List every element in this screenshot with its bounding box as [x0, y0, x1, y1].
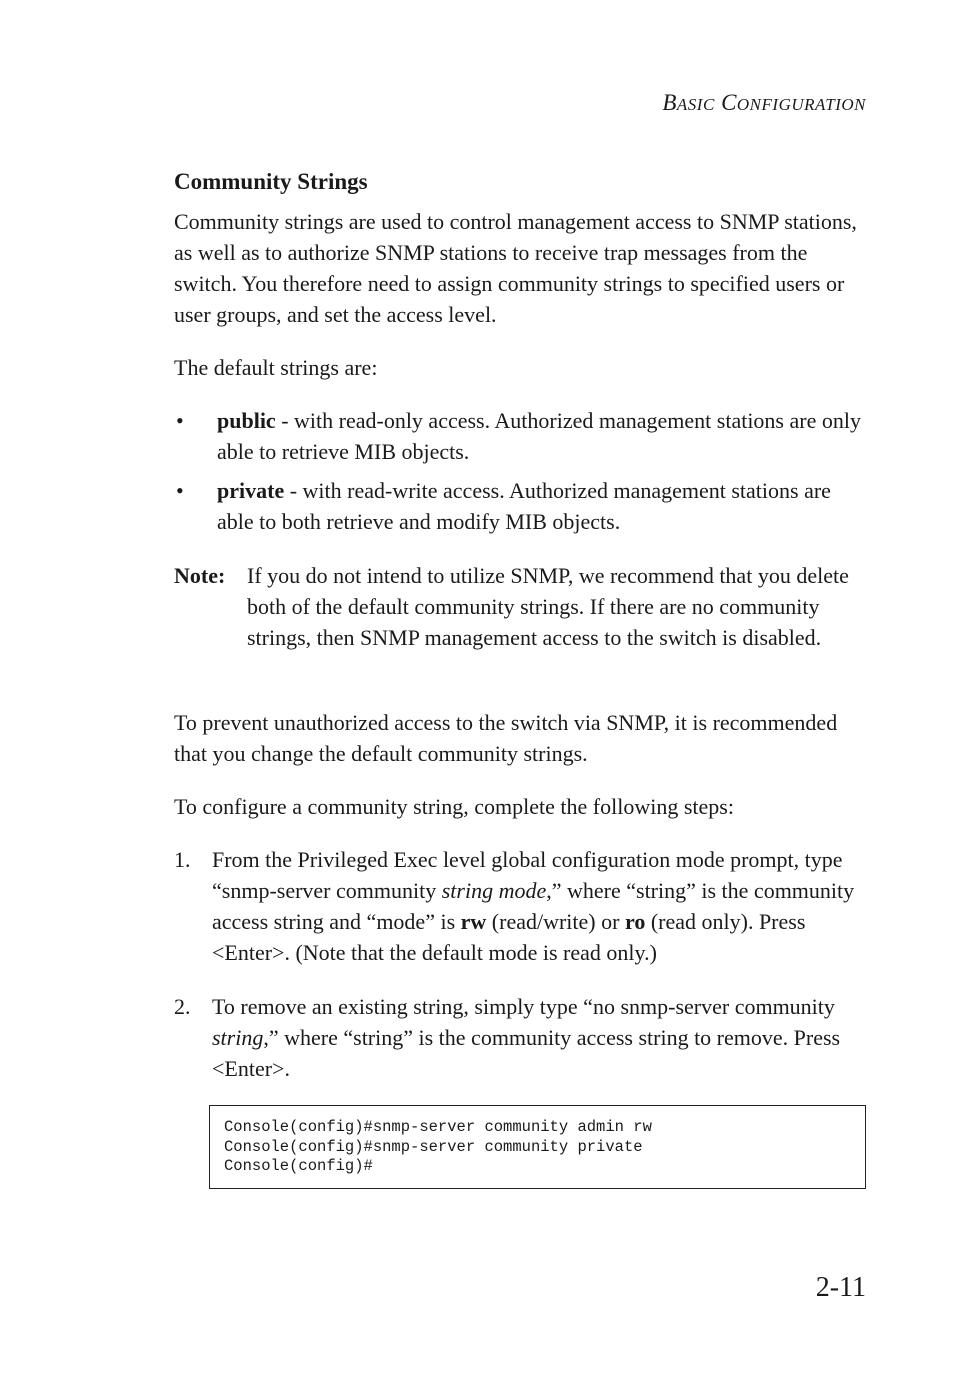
- step-text-segment: To remove an existing string, simply type “no snmp-server community: [212, 994, 835, 1019]
- step-number: 2.: [174, 994, 191, 1019]
- code-example-box: [209, 1105, 866, 1189]
- bullet-description: - with read-only access. Authorized management stations are only able to retrieve MIB objects.: [217, 408, 861, 464]
- step-text-segment: (read/write) or: [486, 909, 625, 934]
- bullet-term: private: [217, 478, 285, 503]
- code-line: Console(config)#snmp-server community private: [224, 1137, 643, 1156]
- running-header-onfiguration: ONFIGURATION: [736, 95, 866, 114]
- running-header-asic: ASIC: [676, 95, 715, 114]
- step-italic-term: string: [212, 1025, 264, 1050]
- code-line: Console(config)#: [224, 1157, 373, 1175]
- step-text-segment: ,” where “string” is the community access string and “mode” is: [212, 878, 855, 934]
- bullet-symbol: •: [176, 478, 184, 503]
- bullet-term: public: [217, 408, 276, 433]
- running-header-initial-b: B: [662, 90, 677, 115]
- running-header-initial-c: C: [721, 90, 737, 115]
- section-title: Community Strings: [174, 169, 368, 194]
- step-bold-term: ro: [624, 909, 646, 934]
- note-label: Note:: [174, 563, 226, 588]
- intro-paragraph: Community strings are used to control management access to SNMP stations, as well as to authorize SNMP stations to receive trap messages from the switch. You therefore need to assign community strings to specified users or user groups, and set the access level.: [174, 209, 857, 327]
- step-number: 1.: [174, 847, 191, 872]
- bullet-public: [217, 405, 872, 467]
- running-header: [662, 90, 866, 116]
- bullet-description: - with read-write access. Authorized management stations are able to both retrieve and modify MIB objects.: [217, 478, 831, 534]
- step-italic-term: string mode: [441, 878, 547, 903]
- bullet-private: [217, 475, 872, 537]
- code-lines: [224, 1118, 652, 1177]
- step-1-text: [212, 844, 872, 968]
- prevent-paragraph: To prevent unauthorized access to the switch via SNMP, it is recommended that you change the default community strings.: [174, 710, 838, 766]
- step-2-text: [212, 991, 872, 1084]
- bullet-symbol: •: [176, 408, 184, 433]
- code-line: Console(config)#snmp-server community admin rw: [224, 1118, 652, 1136]
- defaults-lead: The default strings are:: [174, 355, 378, 380]
- step-text-segment: (read only). Press <Enter>. (Note that the default mode is read only.): [212, 909, 806, 965]
- step-text-segment: ,” where “string” is the community access string to remove. Press <Enter>.: [212, 1025, 841, 1081]
- step-text-segment: From the Privileged Exec level global configuration mode prompt, type “snmp-server community: [212, 847, 843, 903]
- note-text: If you do not intend to utilize SNMP, we recommend that you delete both of the default community strings. If there are no community strings, then SNMP management access to the switch is disabled.: [247, 563, 849, 650]
- configure-paragraph: To configure a community string, complete the following steps:: [174, 794, 734, 819]
- step-bold-term: rw: [460, 909, 487, 934]
- page-number: 2-11: [815, 1272, 866, 1303]
